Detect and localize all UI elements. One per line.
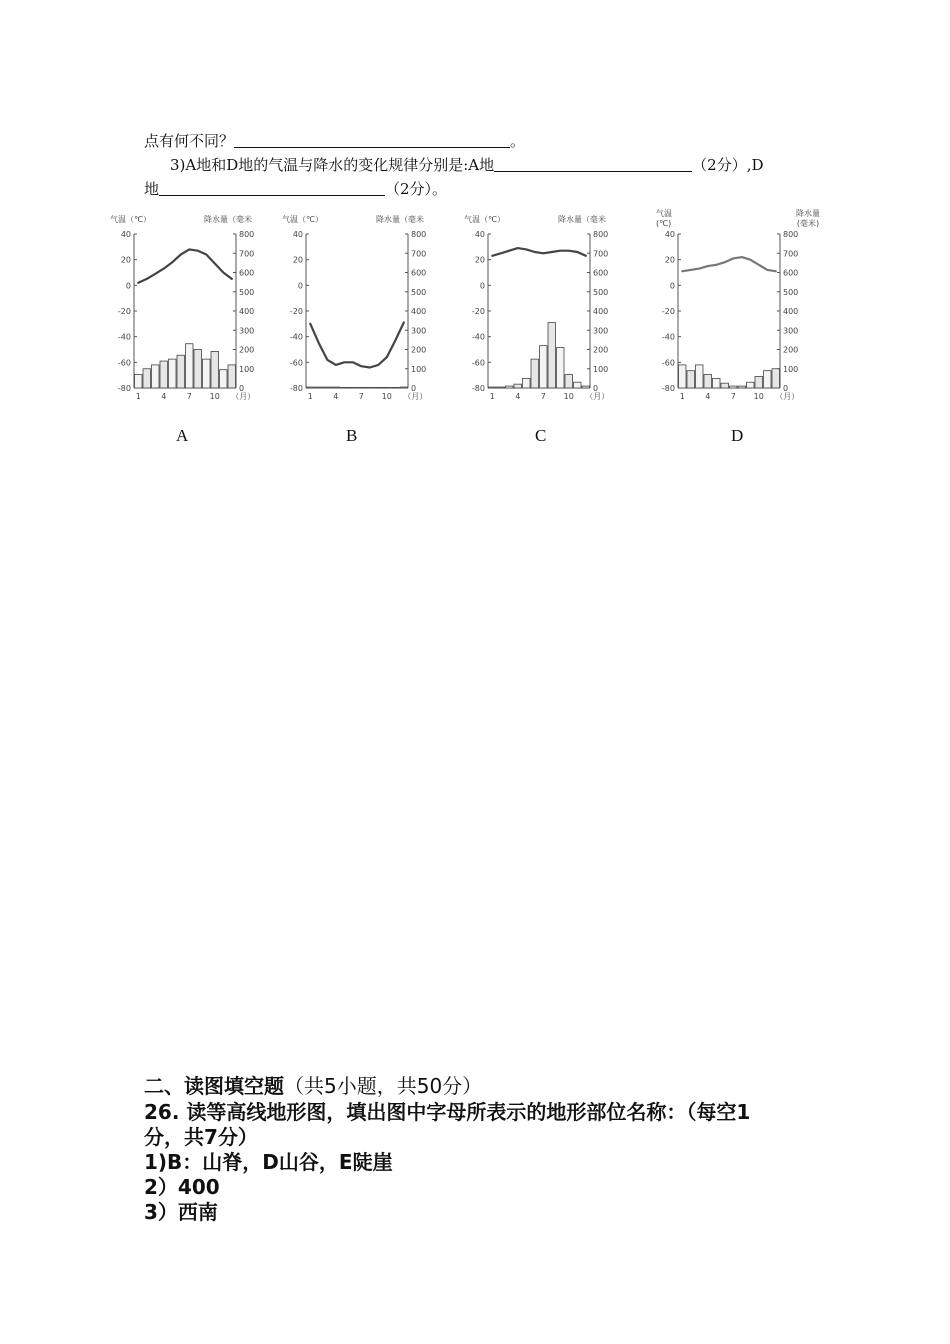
temp-tick-label: 40 [664,230,675,239]
precip-tick-label: 300 [593,326,609,336]
precip-bar [220,370,228,388]
precip-tick-label: 300 [783,326,799,336]
question-line-3 [144,178,447,199]
precip-tick-label: 400 [783,307,799,316]
precip-bar [366,387,374,388]
temp-tick-label: -80 [661,384,675,393]
precip-bar [772,369,780,388]
precip-tick-label: 700 [593,249,609,259]
month-unit-label: （月） [403,392,428,401]
precip-bar [349,387,357,388]
precip-tick-label: 800 [411,230,427,239]
precip-tick-label: 100 [411,364,427,374]
precip-tick-label: 500 [411,287,427,297]
temp-tick-label: -60 [117,358,131,368]
month-tick-label: 1 [135,392,141,401]
answer-blank[interactable] [234,132,510,148]
month-unit-label: （月） [775,392,800,401]
precip-bar [523,378,531,388]
temp-tick-label: -40 [117,332,131,342]
precip-tick-label: 700 [783,249,799,259]
precip-tick-label: 0 [411,384,417,393]
precip-tick-label: 200 [239,345,255,355]
precip-bar [186,344,194,388]
precip-tick-label: 600 [239,268,255,278]
precip-tick-label: 600 [783,268,799,278]
temp-tick-label: -80 [289,384,303,393]
temp-axis-unit: (℃) [656,219,672,228]
precip-axis-title: 降水量（毫米 [376,215,424,224]
temp-tick-label: -20 [661,307,675,316]
question-26-line-1: 26. 读等高线地形图，填出图中字母所表示的地形部位名称：（每空1 [144,1100,751,1124]
precip-bar [730,386,738,388]
score-note: （2分）。 [385,180,448,198]
precip-bar [574,382,582,388]
precip-tick-label: 0 [783,384,789,393]
precip-bar [764,371,772,388]
punctuation: 。 [510,132,526,150]
section-heading [144,1070,482,1099]
temperature-line [310,323,404,368]
temp-tick-label: 20 [664,255,675,265]
precip-bar [738,386,746,388]
temp-tick-label: 0 [297,281,303,291]
temp-tick-label: -80 [117,384,131,393]
precip-tick-label: 100 [239,364,255,374]
precip-tick-label: 700 [411,249,427,259]
section-score: （共5小题，共50分） [284,1074,483,1098]
month-tick-label: 4 [515,392,521,401]
climate-chart-b-svg [280,206,458,406]
precip-tick-label: 200 [783,345,799,355]
month-tick-label: 7 [540,392,546,401]
month-tick-label: 7 [186,392,192,401]
precip-axis-title: 降水量 [796,209,820,218]
precip-bar [143,369,151,388]
question-line-2 [170,154,764,175]
precip-bar [194,350,202,389]
precip-axis-title: 降水量（毫米 [558,215,606,224]
month-tick-label: 4 [161,392,167,401]
precip-tick-label: 600 [593,268,609,278]
precip-tick-label: 0 [593,384,599,393]
temperature-line [682,257,776,271]
precip-tick-label: 200 [593,345,609,355]
question-line-1 [144,130,525,151]
precip-bar [497,387,505,388]
temperature-line [138,249,232,282]
temp-tick-label: 0 [669,281,675,291]
precip-bar [383,387,391,388]
climate-chart-d-svg [652,206,830,406]
temp-tick-label: 40 [292,230,303,239]
temp-tick-label: -60 [471,358,485,368]
precip-bar [135,375,143,388]
temp-axis-title: 气温（℃） [464,215,505,224]
answer-2: 2）400 [144,1175,220,1199]
precip-bar [531,359,539,388]
score-note: （2分）,D [692,156,764,174]
temperature-line [492,248,586,256]
temp-tick-label: 20 [474,255,485,265]
temp-tick-label: -40 [661,332,675,342]
answer-1: 1)B：山脊，D山谷，E陡崖 [144,1150,393,1174]
temp-axis-title: 气温（℃） [282,215,323,224]
precip-tick-label: 400 [239,307,255,316]
month-tick-label: 10 [753,392,764,401]
climate-chart-c [462,206,640,406]
question-text: 地 [144,180,160,198]
question-text: 3)A地和D地的气温与降水的变化规律分别是:A地 [170,156,495,174]
temp-tick-label: 40 [120,230,131,239]
temp-tick-label: -20 [471,307,485,316]
precip-axis-unit: (毫米) [796,219,820,228]
temp-axis-title: 气温 [656,209,672,218]
precip-tick-label: 100 [593,364,609,374]
temp-tick-label: 0 [125,281,131,291]
temp-tick-label: 20 [292,255,303,265]
climate-chart-b [280,206,458,406]
precip-bar [582,386,590,388]
precip-bar [324,387,332,388]
precip-bar [548,323,556,388]
precip-tick-label: 500 [593,287,609,297]
precip-bar [169,359,177,388]
precip-bar [160,361,168,388]
precip-tick-label: 200 [411,345,427,355]
answer-blank-a[interactable] [494,156,692,172]
precip-tick-label: 500 [783,287,799,297]
month-tick-label: 1 [679,392,685,401]
month-tick-label: 4 [705,392,711,401]
precip-tick-label: 300 [239,326,255,336]
precip-tick-label: 800 [783,230,799,239]
precip-bar [506,386,514,388]
precip-bar [704,375,712,388]
precip-bar [203,359,211,388]
precip-bar [557,348,565,388]
month-tick-label: 7 [358,392,364,401]
chart-label-c: C [535,426,547,445]
precip-bar [341,387,349,388]
precip-bar [540,346,548,388]
answer-blank-d[interactable] [159,180,385,196]
chart-label-b: B [346,426,358,445]
precip-bar [687,371,695,388]
month-tick-label: 10 [563,392,574,401]
precip-tick-label: 700 [239,249,255,259]
precip-tick-label: 600 [411,268,427,278]
month-unit-label: （月） [231,392,256,401]
month-tick-label: 1 [307,392,313,401]
precip-bar [152,365,160,388]
precip-tick-label: 0 [239,384,245,393]
temp-tick-label: -40 [471,332,485,342]
climate-chart-a [108,206,286,406]
climate-chart-d [652,206,830,406]
temp-tick-label: -40 [289,332,303,342]
temp-tick-label: -60 [661,358,675,368]
climate-chart-a-svg [108,206,286,406]
precip-bar [400,387,408,388]
precip-axis-title: 降水量（毫米 [204,215,252,224]
temp-tick-label: -20 [117,307,131,316]
month-tick-label: 10 [209,392,220,401]
temp-axis-title: 气温（℃） [110,215,151,224]
temp-tick-label: 0 [479,281,485,291]
precip-bar [713,378,721,388]
precip-tick-label: 100 [783,364,799,374]
temp-tick-label: 40 [474,230,485,239]
precip-tick-label: 400 [593,307,609,316]
precip-bar [755,376,763,388]
precip-bar [358,387,366,388]
month-tick-label: 7 [730,392,736,401]
precip-bar [332,387,340,388]
precip-tick-label: 300 [411,326,427,336]
answer-3: 3）西南 [144,1200,218,1224]
precip-bar [177,355,185,388]
month-unit-label: （月） [585,392,610,401]
section-title: 二、读图填空题 [144,1074,284,1098]
precip-bar [375,387,383,388]
precip-bar [392,387,400,388]
month-tick-label: 1 [489,392,495,401]
precip-bar [211,351,219,388]
precip-bar [307,387,315,388]
month-tick-label: 4 [333,392,339,401]
precip-bar [747,382,755,388]
precip-bar [514,384,522,388]
temp-tick-label: -60 [289,358,303,368]
climate-chart-c-svg [462,206,640,406]
question-text: 点有何不同？ [144,132,235,150]
question-26-line-2: 分，共7分） [144,1125,258,1149]
precip-tick-label: 500 [239,287,255,297]
precip-bar [696,365,704,388]
precip-bar [721,383,729,388]
temp-tick-label: -80 [471,384,485,393]
temp-tick-label: -20 [289,307,303,316]
precip-bar [489,387,497,388]
precip-tick-label: 800 [239,230,255,239]
chart-label-d: D [731,426,744,445]
precip-bar [228,365,236,388]
precip-bar [315,387,323,388]
precip-tick-label: 800 [593,230,609,239]
precip-tick-label: 400 [411,307,427,316]
precip-bar [565,375,573,388]
temp-tick-label: 20 [120,255,131,265]
chart-label-a: A [176,426,189,445]
month-tick-label: 10 [381,392,392,401]
precip-bar [679,365,687,388]
